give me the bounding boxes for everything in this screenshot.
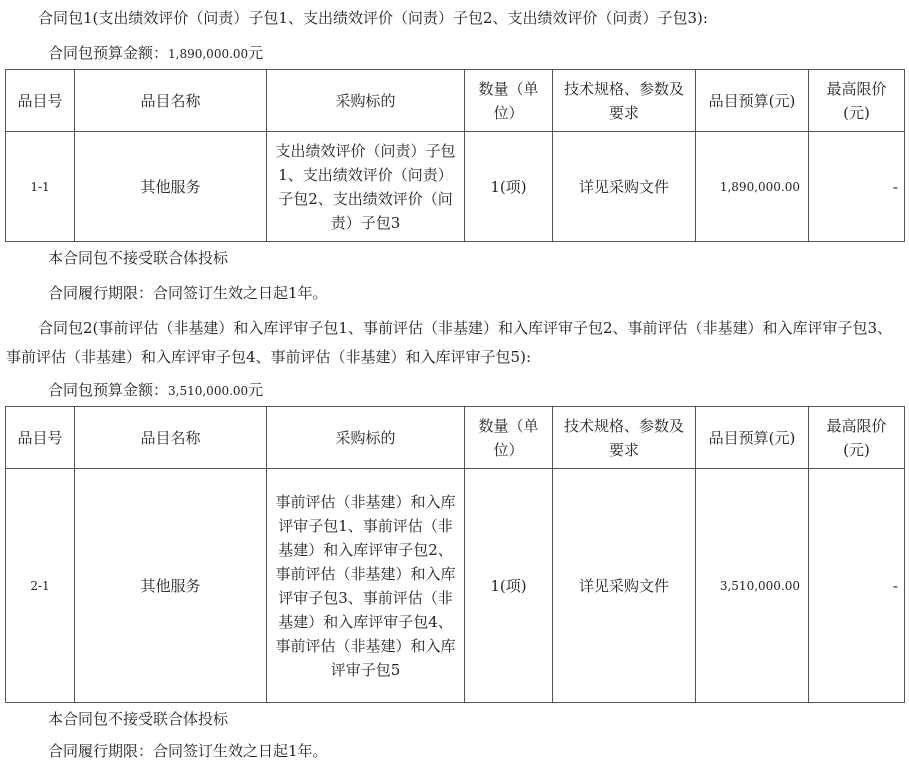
- cell-spec: 详见采购文件: [553, 132, 696, 242]
- cell-item-budget: 1,890,000.00: [696, 132, 809, 242]
- package1-budget-unit: 元: [248, 44, 264, 62]
- header-spec: 技术规格、参数及要求: [553, 407, 696, 469]
- cell-item-no: 1-1: [6, 132, 75, 242]
- package2-table: [5, 406, 905, 703]
- header-item-no: 品目号: [6, 70, 75, 132]
- cell-max-price: -: [809, 132, 905, 242]
- package1-budget: [48, 43, 263, 64]
- cell-quantity: 1(项): [465, 132, 553, 242]
- header-max-price: 最高限价(元): [809, 70, 905, 132]
- header-item-budget: 品目预算(元): [696, 407, 809, 469]
- package2-budget-label: 合同包预算金额：: [48, 381, 169, 399]
- header-subject: 采购标的: [267, 407, 465, 469]
- table-header-row: [6, 407, 905, 469]
- header-subject: 采购标的: [267, 70, 465, 132]
- package2-title: 合同包2(事前评估（非基建）和入库评审子包1、事前评估（非基建）和入库评审子包2、事前评估（非基建）和入库评审子包3、事前评估（非基建）和入库评审子包4、事前评估（非基建）和入库评审子包5):: [6, 319, 893, 366]
- package1-no-consortium: 本合同包不接受联合体投标: [48, 249, 229, 267]
- header-item-name: 品目名称: [75, 70, 267, 132]
- cell-item-budget: 3,510,000.00: [696, 469, 809, 703]
- cell-subject: 事前评估（非基建）和入库评审子包1、事前评估（非基建）和入库评审子包2、事前评估（非基建）和入库评审子包3、事前评估（非基建）和入库评审子包4、事前评估（非基建）和入库评审子包5: [267, 469, 465, 703]
- cell-item-name: 其他服务: [75, 132, 267, 242]
- header-max-price: 最高限价(元): [809, 407, 905, 469]
- table-header-row: [6, 70, 905, 132]
- cell-subject: 支出绩效评价（问责）子包1、支出绩效评价（问责）子包2、支出绩效评价（问责）子包3: [267, 132, 465, 242]
- header-spec: 技术规格、参数及要求: [553, 70, 696, 132]
- header-quantity: 数量（单位）: [465, 70, 553, 132]
- package1-title: 合同包1(支出绩效评价（问责）子包1、支出绩效评价（问责）子包2、支出绩效评价（问责）子包3):: [38, 9, 708, 27]
- cell-quantity: 1(项): [465, 469, 553, 703]
- package1-budget-label: 合同包预算金额：: [48, 44, 169, 62]
- package1-term: 合同履行期限：合同签订生效之日起1年。: [48, 284, 328, 302]
- table-row: [6, 469, 905, 703]
- package1-table: [5, 69, 905, 242]
- cell-spec: 详见采购文件: [553, 469, 696, 703]
- cell-item-name: 其他服务: [75, 469, 267, 703]
- package2-no-consortium: 本合同包不接受联合体投标: [48, 710, 229, 728]
- header-quantity: 数量（单位）: [465, 407, 553, 469]
- cell-item-no: 2-1: [6, 469, 75, 703]
- package2-term: 合同履行期限：合同签订生效之日起1年。: [48, 742, 328, 760]
- package2-budget-value: 3,510,000.00: [168, 384, 249, 398]
- header-item-no: 品目号: [6, 407, 75, 469]
- header-item-name: 品目名称: [75, 407, 267, 469]
- package2-budget: [48, 380, 263, 401]
- package2-budget-unit: 元: [248, 381, 264, 399]
- table-row: [6, 132, 905, 242]
- package1-budget-value: 1,890,000.00: [168, 47, 249, 61]
- cell-max-price: -: [809, 469, 905, 703]
- header-item-budget: 品目预算(元): [696, 70, 809, 132]
